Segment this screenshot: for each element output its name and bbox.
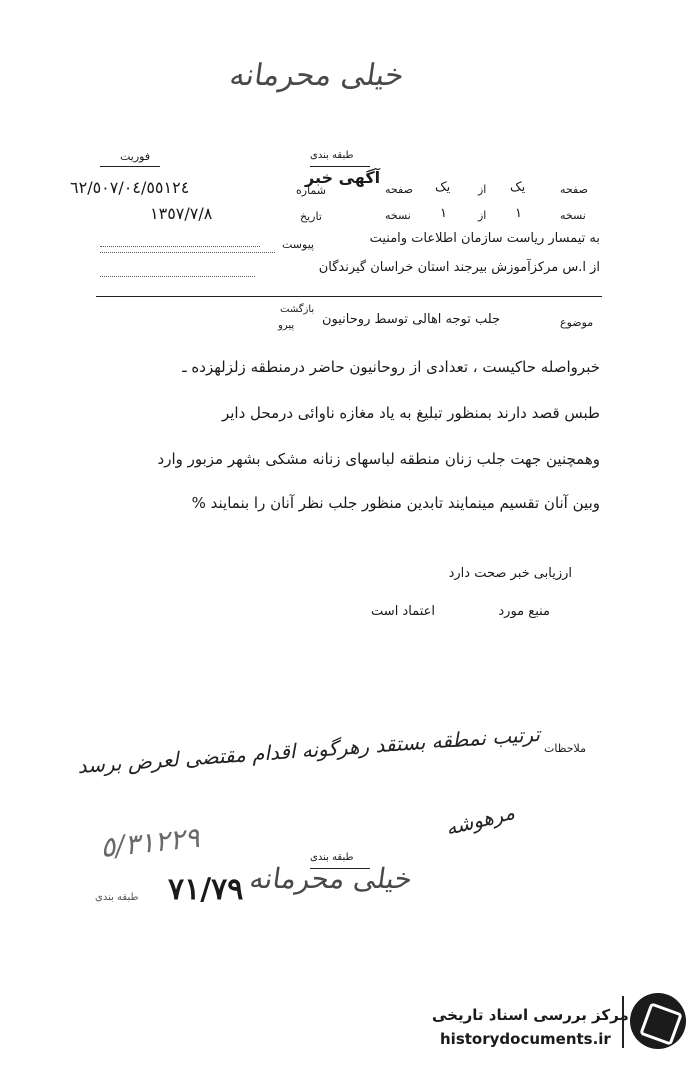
handwritten-number: ٥/٣١٢٢٩: [98, 820, 202, 865]
recipient-line: به تیمسار ریاست سازمان اطلاعات وامنیت: [369, 231, 600, 246]
reference-label: بازگشت: [280, 304, 315, 315]
bottom-confidential-stamp: خیلی محرمانه: [247, 862, 415, 895]
page-of-label: از: [478, 183, 487, 196]
copy-label-2: نسخه: [385, 209, 411, 222]
page-label: صفحه: [560, 183, 588, 196]
logo-separator: [622, 996, 624, 1048]
notes-label: ملاحظات: [544, 742, 586, 755]
copy-of-label: از: [478, 209, 487, 222]
source-value: اعتماد است: [371, 604, 435, 619]
urgency-underline: [100, 166, 160, 167]
subject-label: موضوع: [560, 316, 594, 329]
body-line-2: طبس قصد دارند بمنظور تبلیغ به یاد مغازه ناوائی درمحل دایر: [221, 404, 600, 422]
handwritten-note: ترتیب نمطقه بستقد رهرگونه اقدام مقتضی لعرض برسد: [76, 721, 541, 779]
evaluation-line: ارزیابی خبر صحت دارد: [448, 566, 572, 581]
stamped-number: ٧١/٧٩: [168, 872, 244, 907]
source-label: منبع مورد: [498, 604, 550, 619]
date-label: تاریخ: [300, 210, 322, 223]
classification-label: طبقه بندی: [310, 150, 354, 161]
sender-line: از ا.س مرکزآموزش بیرجند استان خراسان گیرندگان: [318, 260, 600, 275]
reference-label-2: پیرو: [278, 320, 295, 331]
copy-value: ١: [515, 206, 522, 221]
archive-url: historydocuments.ir: [440, 1030, 611, 1048]
body-line-4: وبین آنان تقسیم مینمایند تابدین منظور جلب نظر آنان را بنمایند %: [191, 494, 600, 512]
number-label: شماره: [296, 184, 327, 197]
recipient-dots: [100, 246, 260, 247]
sender-dots: [100, 276, 255, 277]
urgency-label: فوریت: [120, 150, 151, 163]
top-confidential-stamp: خیلی محرمانه: [227, 58, 407, 93]
copy-label: نسخه: [560, 209, 586, 222]
footer-classification-label: طبقه بندی: [310, 852, 354, 863]
classification-underline: [310, 166, 370, 167]
header-divider: [96, 296, 602, 297]
body-line-3: وهمچنین جهت جلب زنان منطقه لباسهای زنانه مشکی بشهر مزبور وارد: [157, 450, 600, 468]
page-label-2: صفحه: [385, 183, 413, 196]
bottom-classification-label: طبقه بندی: [95, 892, 139, 903]
page-value: یک: [510, 180, 526, 195]
attachment-dots: [100, 252, 275, 253]
page-total: یک: [435, 180, 451, 195]
attachment-label: پیوست: [282, 238, 315, 251]
subject-value: جلب توجه اهالی توسط روحانیون: [322, 312, 501, 327]
document-type: آگهی خبر: [305, 168, 381, 187]
document-date: ١٣٥٧/٧/٨: [150, 204, 213, 223]
archive-center-name: مرکز بررسی اسناد تاریخی: [432, 1006, 629, 1024]
copy-total: ١: [440, 206, 447, 221]
handwritten-signature-note: مرهوشه: [443, 799, 517, 841]
body-line-1: خبرواصله حاکیست ، تعدادی از روحانیون حاضر درمنطقه زلزلهزده ـ: [182, 358, 600, 376]
document-number: ٦٢/٥٠٧/٠٤/٥٥١٢٤: [70, 178, 190, 197]
